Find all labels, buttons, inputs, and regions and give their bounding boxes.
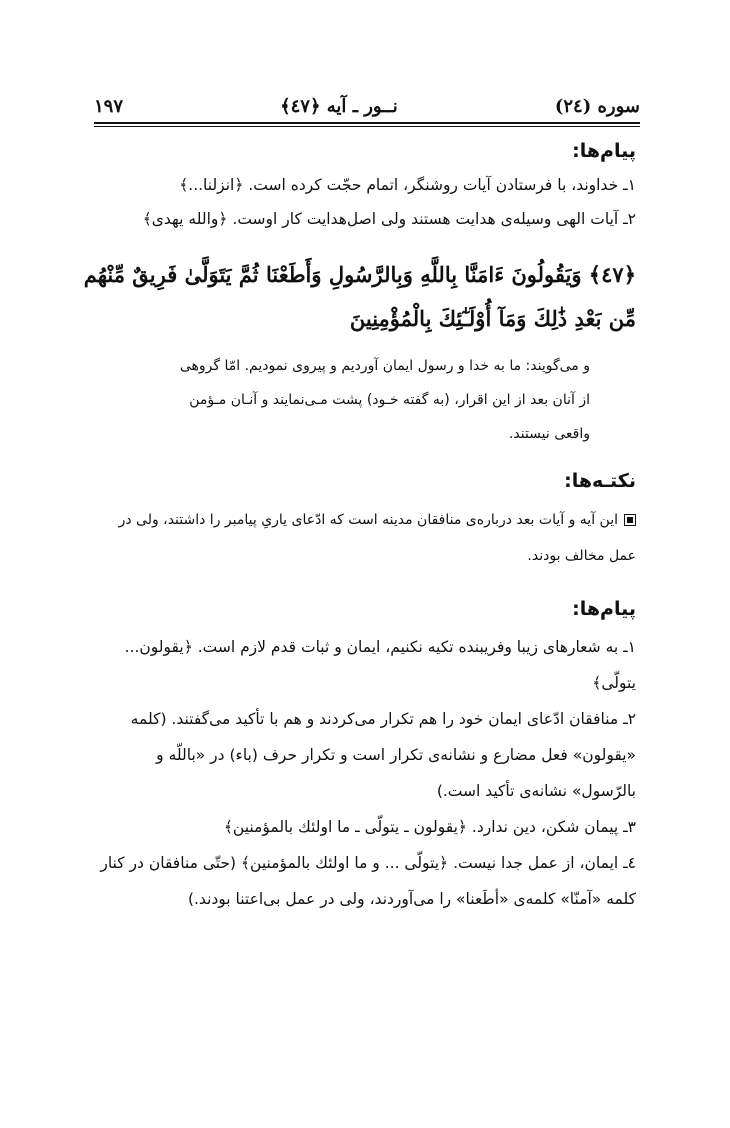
message-item: ۱ـ به شعارهاى زيبا وفريبنده تكيه نكنيم، ايمان و ثبات قدم لازم است. ﴿يقولون... <box>124 638 636 656</box>
message-item: ۱ـ خداوند، با فرستادن آيات روشنگر، اتمام حجّت كرده است. ﴿انزلنا...﴾ <box>179 176 636 194</box>
page-header <box>94 92 640 120</box>
message-item: كلمه «آمنّا» كلمه‌ى «أطَعنا» را مى‌آوردند، ولى در عمل بى‌اعتنا بودند.) <box>187 890 636 908</box>
translation-line: و مى‌گويند: ما به خدا و رسول ايمان آورديم و پيروى نموديم. امّا گروهى <box>179 358 590 374</box>
messages-heading: پيام‌ها: <box>572 598 636 620</box>
header-rule-thin <box>94 126 640 127</box>
surah-label: سوره (۲٤) <box>554 95 640 117</box>
square-bullet-icon <box>624 514 636 526</box>
notes-heading: نكتـه‌ها: <box>564 470 636 492</box>
page-number: ۱۹۷ <box>94 95 124 117</box>
translation-line: واقعى نيستند. <box>508 426 590 442</box>
message-item: بالرّسول» نشانه‌ى تأكيد است.) <box>436 782 636 800</box>
header-rule <box>94 122 640 124</box>
messages-heading: پيام‌ها: <box>572 140 636 162</box>
message-item: ۲ـ منافقان ادّعاى ايمان خود را هم تكرار مى‌كردند و هم با تأكيد مى‌گفتند. (كلمه <box>130 710 636 728</box>
message-item: ۳ـ پيمان شكن، دين ندارد. ﴿يقولون ـ يتولّى ـ ما اولئك بالمؤمنين﴾ <box>223 818 636 836</box>
quran-verse-line: ﴿٤٧﴾ وَيَقُولُونَ ءَامَنَّا بِاللَّهِ وَبِالرَّسُولِ وَأَطَعْنَا ثُمَّ يَتَوَلَّىٰ فَرِيقٌ مِّنْهُم <box>83 262 636 287</box>
quran-verse-line: مِّن بَعْدِ ذَٰلِكَ وَمَآ أُوْلَـٰٓئِكَ بِالْمُؤْمِنِينَ <box>349 306 636 331</box>
note-text: اين آيه و آيات بعد درباره‌ى منافقان مدينه است كه ادّعاى يارىِ پيامبر را داشتند، ولى در <box>118 512 618 528</box>
message-item: ٤ـ ايمان، از عمل جدا نيست. ﴿يتولّى ... و ما اولئك بالمؤمنين﴾ (حتّى منافقان در كنار <box>100 854 636 872</box>
note-text-continued: عمل مخالف بودند. <box>527 548 636 564</box>
message-item: «يقولون» فعل مضارع و نشانه‌ى تكرار است و تكرار حرف (باء) در «باللّه و <box>156 746 636 764</box>
message-item: ۲ـ آيات الهى وسيله‌ى هدايت هستند ولى اصل‌هدايت كار اوست. ﴿والله يهدى﴾ <box>142 210 636 228</box>
translation-line: از آنان بعد از اين اقرار، (به گفته خـود) پشت مـى‌نمايند و آنـان مـؤمن <box>189 392 590 408</box>
message-item: يتولّى﴾ <box>592 674 636 692</box>
note-item <box>119 512 636 528</box>
running-title: نــور ـ آيه ﴿٤٧﴾ <box>280 95 398 117</box>
